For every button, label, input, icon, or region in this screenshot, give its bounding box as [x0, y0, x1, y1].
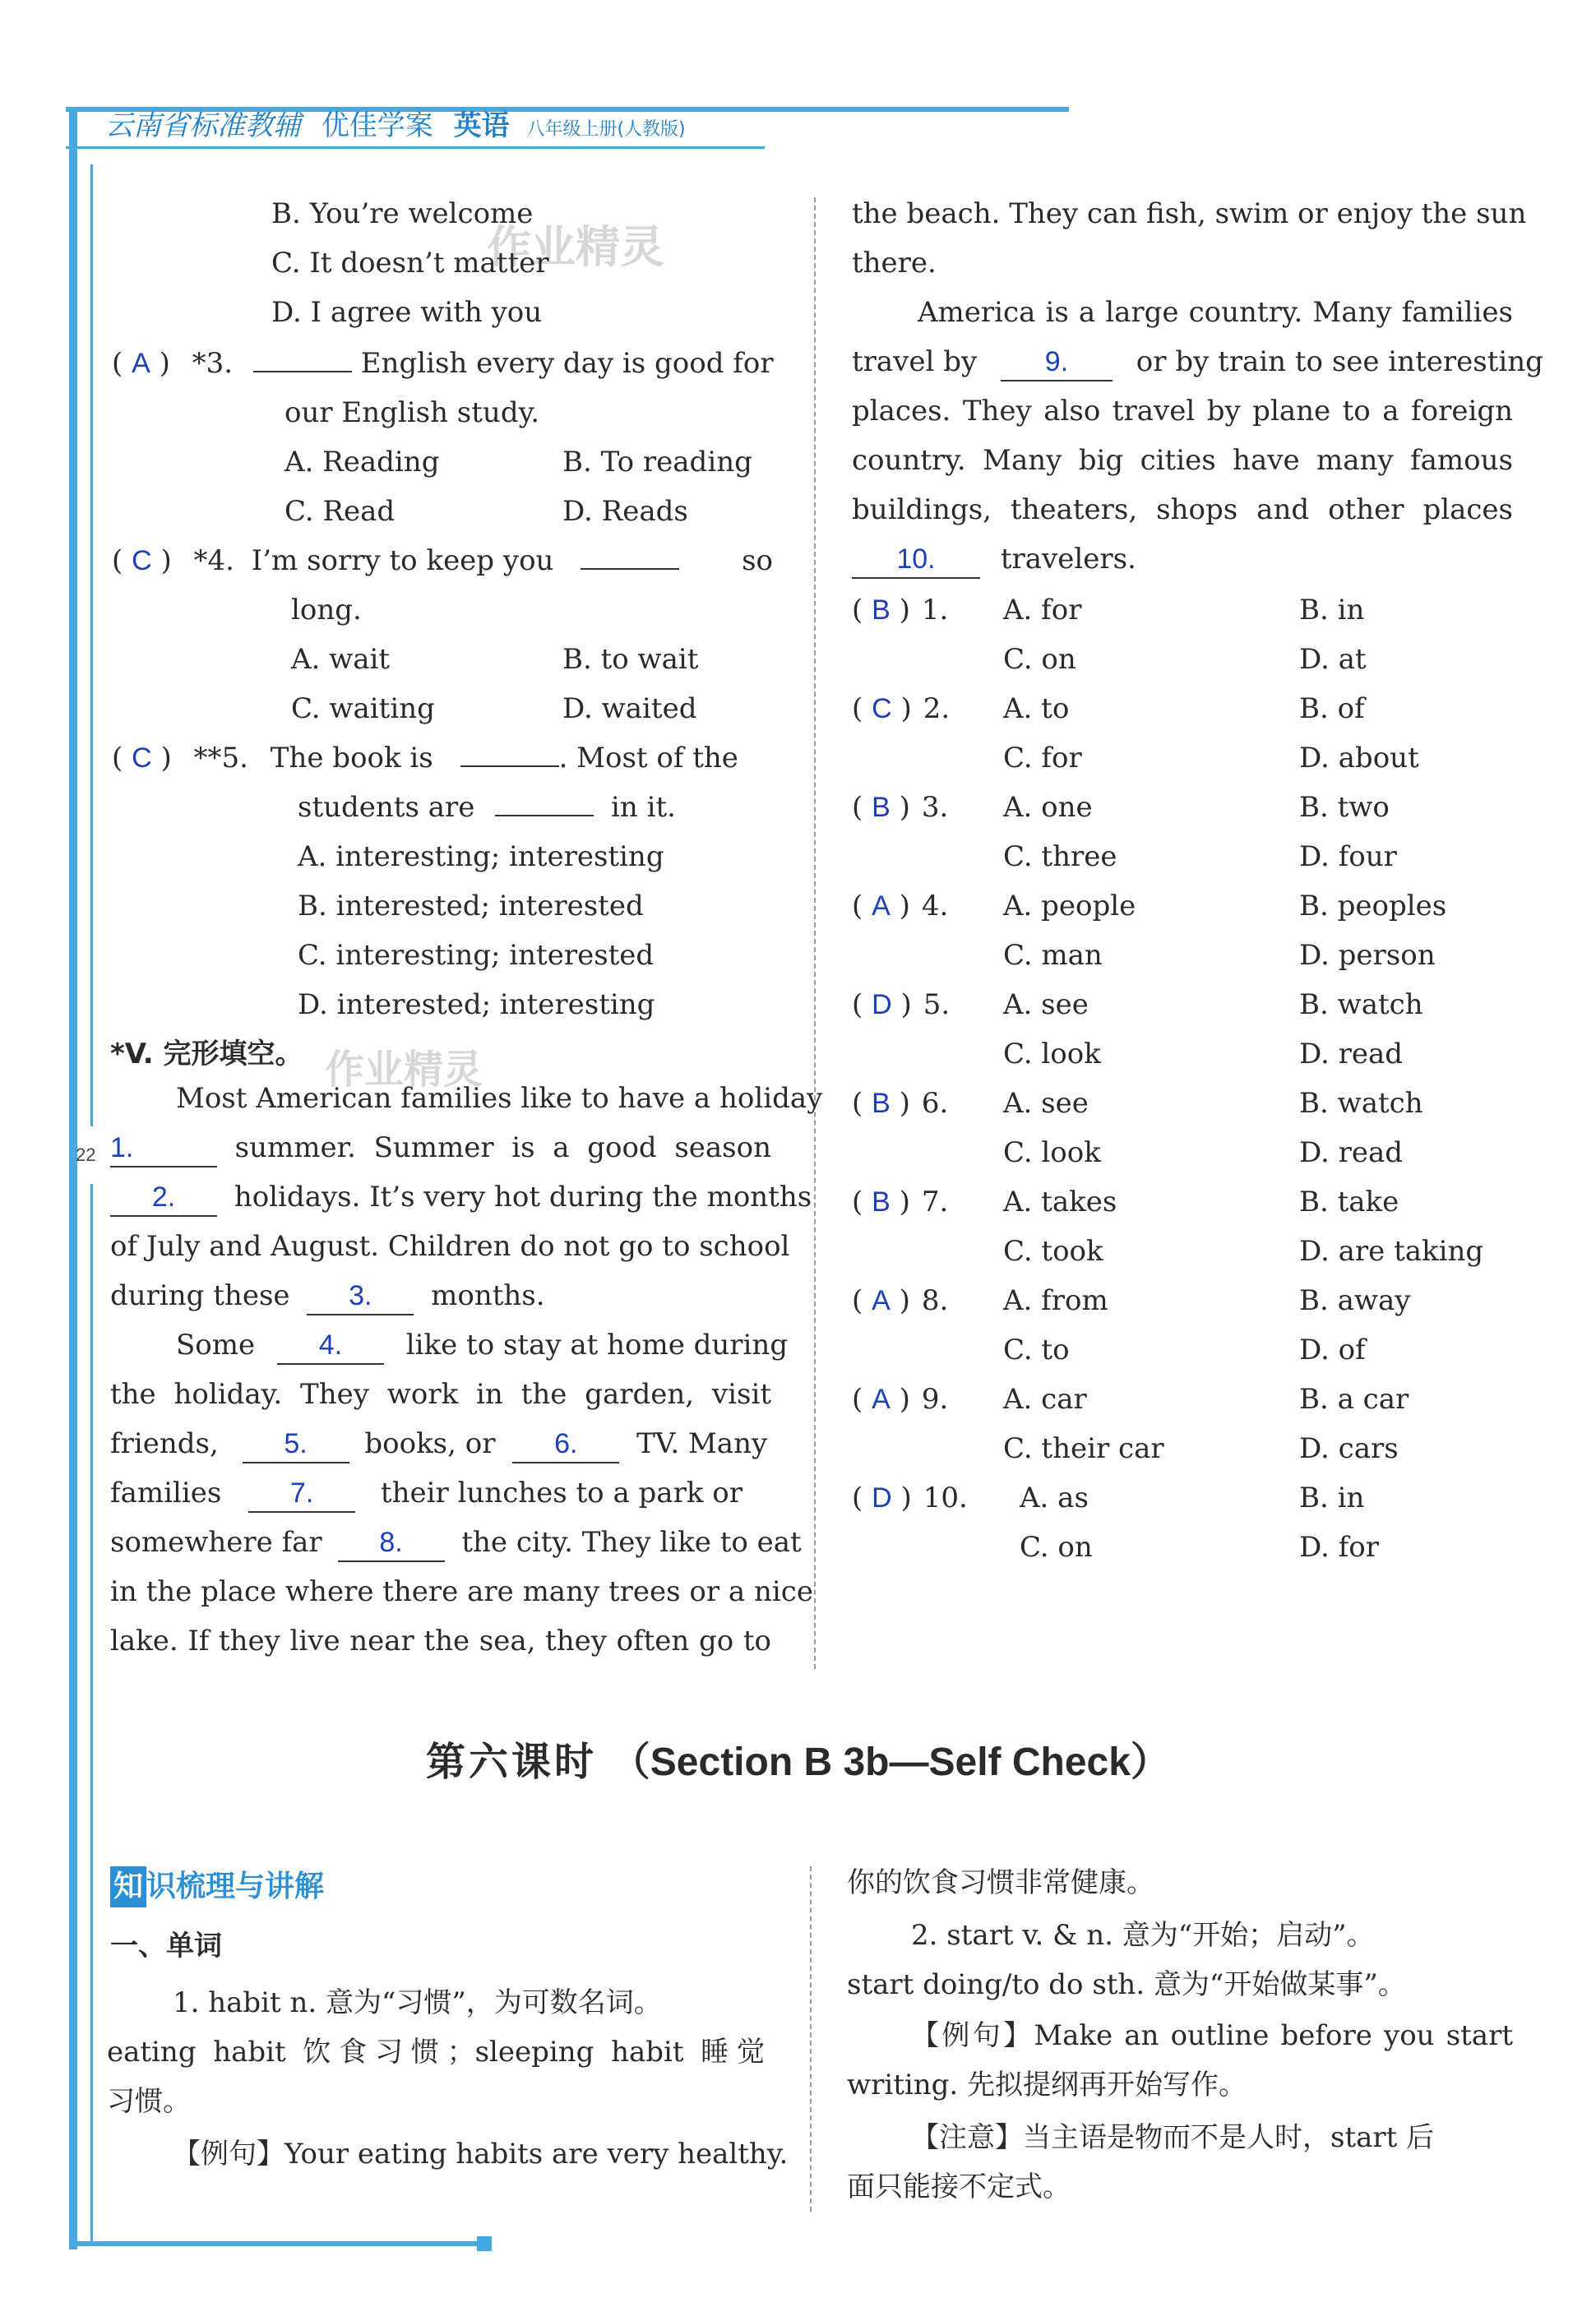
cloze-option-d: D. about [1299, 742, 1419, 774]
cloze-line-3 [110, 1172, 812, 1222]
left-inner-rule [90, 164, 93, 1126]
cloze-blank-2: 2. [110, 1179, 217, 1217]
q5-row: ( C ) **5. The book is . Most of the [112, 742, 738, 774]
lesson-right-line-3: start doing/to do sth. 意为“开始做某事”。 [847, 1968, 1406, 2001]
q3-option-b: B. To reading [562, 446, 752, 479]
cloze-question-number: 9. [921, 1383, 949, 1416]
cloze-option-b: B. a car [1299, 1383, 1409, 1416]
cloze-option-a: A. takes [1003, 1186, 1117, 1218]
cloze-answer: A [872, 1285, 891, 1316]
cloze-question-number: 7. [921, 1186, 949, 1218]
q5-number: **5. [193, 742, 248, 774]
cloze-option-c: C. took [1003, 1235, 1103, 1268]
column-divider [814, 197, 816, 1669]
q3-answer: A [132, 348, 150, 379]
cloze-line-8b: books, or [364, 1427, 496, 1460]
q4-row: ( C ) *4. I’m sorry to keep you so [112, 536, 773, 585]
q5-blank-2 [495, 815, 594, 816]
cloze-option-a: A. see [1003, 1087, 1089, 1120]
cloze-option-d: D. read [1299, 1038, 1404, 1070]
q3-stem: English every day is good for [360, 347, 774, 380]
q3-option-a: A. Reading [285, 446, 440, 479]
watermark-2: 作业精灵 [325, 1047, 483, 1093]
q3-option-c: C. Read [285, 495, 396, 528]
left-margin-rail [69, 112, 77, 2249]
cloze-right-line-4 [852, 337, 1543, 386]
cloze-option-a: A. see [1003, 988, 1089, 1021]
cloze-option-d: D. are taking [1299, 1235, 1484, 1268]
knowledge-heading [110, 1866, 324, 1907]
lesson-right-line-4: 【例句】Make an outline before you start [911, 2019, 1513, 2052]
cloze-option-d: D. at [1299, 643, 1367, 676]
cloze-question-number: 6. [921, 1087, 949, 1120]
lesson-left-line-1: 1. habit n. 意为“习惯”，为可数名词。 [173, 1986, 662, 2019]
cloze-blank-4: 4. [277, 1327, 384, 1365]
cloze-question-row: ( B ) 6. [852, 1087, 949, 1120]
cloze-line-5 [110, 1271, 545, 1320]
header-series: 优佳学案 [321, 109, 433, 142]
cloze-option-c: C. on [1003, 643, 1076, 676]
cloze-option-c: C. to [1003, 1334, 1070, 1366]
cloze-option-b: B. of [1299, 692, 1365, 725]
cloze-line-9a: families [110, 1477, 222, 1509]
cloze-line-8a: friends, [110, 1427, 219, 1460]
cloze-question-row: ( A ) 9. [852, 1383, 949, 1416]
cloze-right-line-2: there. [852, 247, 937, 280]
q3-number: *3. [192, 347, 234, 380]
cloze-blank-5: 5. [243, 1426, 349, 1463]
cloze-option-b: B. away [1299, 1284, 1411, 1317]
bottom-rule [69, 2241, 480, 2246]
cloze-answer: B [872, 594, 891, 626]
cloze-option-c: C. on [1020, 1531, 1093, 1564]
cloze-question-number: 2. [923, 692, 951, 725]
q5-stem-line2 [298, 783, 676, 832]
cloze-option-a: A. car [1003, 1383, 1087, 1416]
cloze-option-d: D. read [1299, 1136, 1404, 1169]
cloze-right-line-1: the beach. They can fish, swim or enjoy the sun [852, 197, 1527, 230]
cloze-option-a: A. one [1003, 791, 1093, 824]
lesson-right-line-1: 你的饮食习惯非常健康。 [847, 1866, 1154, 1899]
q2-option-b: B. You’re welcome [271, 197, 534, 230]
cloze-answer: C [872, 693, 892, 724]
cloze-option-a: A. from [1003, 1284, 1108, 1317]
q4-option-a: A. wait [291, 643, 391, 676]
q4-option-b: B. to wait [562, 643, 699, 676]
q4-stem-line2: long. [291, 594, 362, 626]
cloze-blank-7: 7. [248, 1475, 355, 1513]
cloze-option-d: D. person [1299, 939, 1436, 972]
q3-option-d: D. Reads [562, 495, 688, 528]
lesson-title [0, 1733, 1596, 1792]
cloze-line-6b: like to stay at home during [405, 1329, 789, 1362]
cloze-line-11: in the place where there are many trees or a nice [110, 1575, 813, 1608]
cloze-option-c: C. look [1003, 1038, 1101, 1070]
cloze-line-6a: Some [176, 1329, 256, 1362]
cloze-question-row: ( D ) 5. [852, 988, 951, 1021]
lesson-right-line-5: writing. 先拟提纲再开始写作。 [847, 2069, 1247, 2101]
cloze-right-line-3: America is a large country. Many families [918, 296, 1513, 329]
vocab-heading: 一、单词 [110, 1930, 222, 1963]
cloze-option-b: B. take [1299, 1186, 1399, 1218]
cloze-answer: A [872, 890, 891, 922]
cloze-line-3-text: holidays. It’s very hot during the months [234, 1181, 812, 1214]
cloze-option-d: D. for [1299, 1531, 1379, 1564]
q3-blank [253, 371, 352, 372]
cloze-blank-8: 8. [338, 1524, 445, 1562]
lesson-left-line-4: 【例句】Your eating habits are very healthy. [173, 2138, 789, 2171]
knowledge-title: 识梳理与讲解 [146, 1870, 325, 1903]
cloze-blank-10: 10. [852, 541, 980, 579]
cloze-line-1: Most American families like to have a holiday [176, 1082, 823, 1115]
cloze-line-9b: their lunches to a park or [380, 1477, 742, 1509]
cloze-question-row: ( B ) 1. [852, 594, 949, 626]
cloze-line-8 [110, 1419, 767, 1468]
lesson-left-line-3: 习惯。 [107, 2085, 191, 2118]
cloze-option-b: B. peoples [1299, 890, 1447, 922]
watermark: 作业精灵 [487, 221, 664, 273]
cloze-option-d: D. of [1299, 1334, 1366, 1366]
cloze-answer: B [872, 1088, 891, 1119]
cloze-question-number: 4. [921, 890, 949, 922]
cloze-line-8c: TV. Many [636, 1427, 768, 1460]
cloze-question-row: ( A ) 8. [852, 1284, 949, 1317]
cloze-option-c: C. for [1003, 742, 1082, 774]
cloze-option-b: B. two [1299, 791, 1390, 824]
q4-stem-end: so [742, 544, 773, 577]
bottom-marker [477, 2236, 492, 2251]
cloze-option-c: C. their car [1003, 1432, 1164, 1465]
cloze-line-5b: months. [431, 1279, 545, 1312]
q4-option-d: D. waited [562, 692, 697, 725]
lesson-right-line-7: 面只能接不定式。 [847, 2171, 1071, 2203]
knowledge-icon: 知 [110, 1866, 146, 1907]
page-number: 22 [76, 1144, 96, 1165]
q5-option-d: D. interested; interesting [298, 988, 655, 1021]
q4-blank [581, 568, 679, 570]
q4-number: *4. [193, 544, 234, 577]
left-inner-rule-lower [90, 1184, 93, 2245]
cloze-question-number: 5. [923, 988, 951, 1021]
cloze-option-a: A. to [1003, 692, 1070, 725]
header-brand: 云南省标准教辅 [105, 109, 301, 142]
cloze-line-10 [110, 1518, 802, 1567]
q5-blank-1 [460, 765, 559, 767]
cloze-option-c: C. three [1003, 840, 1117, 873]
q4-option-c: C. waiting [291, 692, 435, 725]
cloze-question-number: 1. [921, 594, 949, 626]
cloze-right-line-7: buildings, theaters, shops and other places [852, 493, 1513, 526]
cloze-line-5a: during these [110, 1279, 290, 1312]
q2-option-c: C. It doesn’t matter [271, 247, 549, 280]
cloze-option-a: A. people [1003, 890, 1136, 922]
cloze-answer: B [872, 1186, 891, 1218]
cloze-line-2-text: summer. Summer is a good season [234, 1131, 772, 1164]
cloze-option-b: B. watch [1299, 1087, 1423, 1120]
cloze-right-line-8b: travelers. [1000, 543, 1136, 576]
cloze-question-row: ( A ) 4. [852, 890, 949, 922]
cloze-answer: D [872, 989, 892, 1020]
cloze-question-number: 10. [923, 1482, 968, 1514]
cloze-option-b: B. watch [1299, 988, 1423, 1021]
cloze-answer: B [872, 792, 891, 823]
cloze-question-number: 3. [921, 791, 949, 824]
cloze-option-c: C. look [1003, 1136, 1101, 1169]
cloze-option-a: A. for [1003, 594, 1082, 626]
lesson-right-line-2: 2. start v. & n. 意为“开始；启动”。 [911, 1919, 1375, 1952]
q3-row: ( A ) *3. English every day is good for [112, 347, 774, 380]
q4-stem: I’m sorry to keep you [251, 544, 554, 577]
lesson-title-en: （Section B 3b—Self Check） [610, 1741, 1170, 1784]
cloze-line-12: lake. If they live near the sea, they often go to [110, 1625, 771, 1657]
cloze-right-line-4a: travel by [852, 345, 978, 378]
cloze-right-line-6: country. Many big cities have many famous [852, 444, 1513, 477]
cloze-answer: A [872, 1384, 891, 1415]
cloze-line-10b: the city. They like to eat [461, 1526, 802, 1559]
cloze-right-line-8 [852, 534, 1136, 584]
cloze-option-d: D. four [1299, 840, 1397, 873]
column-divider-lower [810, 1866, 812, 2212]
q4-answer: C [132, 545, 152, 576]
cloze-question-row: ( C ) 2. [852, 692, 951, 725]
q5-stem-b2: in it. [610, 791, 676, 824]
cloze-line-9 [110, 1468, 742, 1518]
lesson-left-line-2: eating habit 饮食习惯；sleeping habit 睡觉 [107, 2036, 765, 2069]
cloze-line-2 [110, 1123, 771, 1172]
cloze-blank-6: 6. [512, 1426, 619, 1463]
cloze-option-d: D. cars [1299, 1432, 1399, 1465]
q2-option-d: D. I agree with you [271, 296, 543, 329]
lesson-title-cn: 第六课时 [426, 1739, 598, 1785]
q5-stem: The book is [270, 742, 433, 774]
cloze-blank-1: 1. [110, 1130, 217, 1167]
page-header [105, 105, 686, 150]
header-subject: 英语 [453, 109, 510, 142]
cloze-right-line-4b: or by train to see interesting [1136, 345, 1543, 378]
cloze-section-title: *V. 完形填空。 [110, 1038, 303, 1070]
cloze-answer: D [872, 1482, 892, 1514]
cloze-question-number: 8. [921, 1284, 949, 1317]
cloze-option-b: B. in [1299, 594, 1365, 626]
lesson-right-line-6: 【注意】当主语是物而不是人时，start 后 [911, 2121, 1435, 2154]
q5-option-c: C. interesting; interested [298, 939, 655, 972]
cloze-question-row: ( B ) 3. [852, 791, 949, 824]
q5-option-b: B. interested; interested [298, 890, 644, 922]
cloze-right-line-5: places. They also travel by plane to a foreign [852, 395, 1513, 428]
cloze-line-10a: somewhere far [110, 1526, 322, 1559]
cloze-option-c: C. man [1003, 939, 1103, 972]
cloze-blank-3: 3. [307, 1278, 414, 1315]
cloze-question-row: ( B ) 7. [852, 1186, 949, 1218]
cloze-option-b: B. in [1299, 1482, 1365, 1514]
q5-option-a: A. interesting; interesting [298, 840, 664, 873]
cloze-line-6 [176, 1320, 788, 1370]
cloze-option-a: A. as [1020, 1482, 1089, 1514]
header-grade: 八年级上册(人教版) [526, 119, 686, 140]
q5-answer: C [132, 742, 152, 774]
cloze-line-4: of July and August. Children do not go to school [110, 1230, 790, 1263]
cloze-line-7: the holiday. They work in the garden, visit [110, 1378, 771, 1411]
q5-stem-b1: students are [298, 791, 475, 824]
cloze-question-row: ( D ) 10. [852, 1482, 968, 1514]
q5-stem-mid: . Most of the [558, 742, 738, 774]
cloze-blank-9: 9. [1001, 344, 1113, 381]
q3-stem-line2: our English study. [285, 396, 540, 429]
